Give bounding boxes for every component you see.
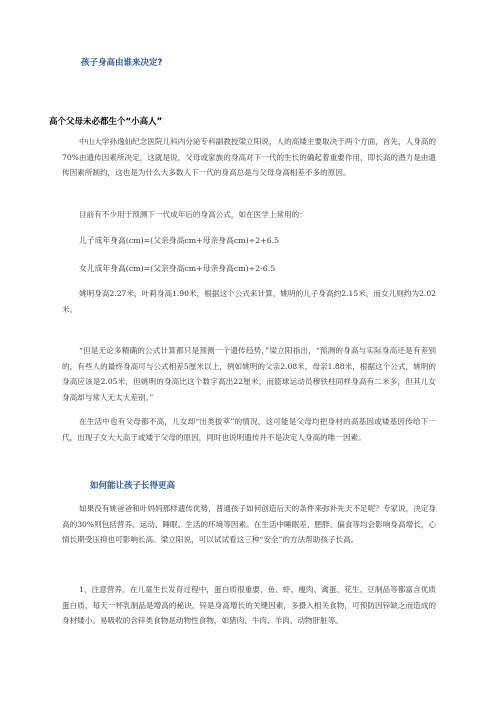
paragraph-nutrition-tip: 1、注意营养。在儿童生长发育过程中，蛋白质很重要，鱼、虾、瘦肉、禽蛋、花生、豆制品等都富含优质蛋白质，每天一杯乳制品是增高的秘诀。锌是身高增长的关键因素，多摄入相关食物，可预防因锌缺乏而造成的身材矮小。易吸收的含锌类食物是动物性食物，如猪肉、牛肉、羊肉、动物肝脏等。 [62, 585, 436, 625]
paragraph-yao-ming-example: 姚明身高2.27米，叶莉身高1.90米，根据这个公式来计算，姚明的儿子身高约2.15米，而女儿则约为2.02米。 [62, 289, 436, 314]
paragraph-prediction-quote: “但是无论多精确的公式计算都只是预测一个遗传趋势，”梁立阳指出，“预测的身高与实际身高还是有差别的，有些人的最终身高可与公式相差5厘米以上，例如姚明的父亲2.08米，母亲1.88米，根据这个公式，姚明的身高应该是2.05米，但姚明的身高比这个数字高出22厘米，而篮球运动员穆铁柱同样身高有二米多，但其儿女身高却与常人无太大差别。” [62, 346, 436, 402]
formula-son-height: 儿子成年身高(cm)=(父亲身高cm+母亲身高cm)÷2+6.5 [79, 236, 280, 245]
paragraph-formula-intro: 目前有不少用于预测下一代成年后的身高公式，如在医学上常用的： [79, 210, 307, 219]
document-title: 孩子身高由谁来决定? [81, 58, 163, 68]
formula-daughter-height: 女儿成年身高(cm)=(父亲身高cm+母亲身高cm)÷2-6.5 [79, 264, 276, 273]
paragraph-environment-factors: 如果没有姚爸爸和叶妈妈那样遗传优势，普通孩子如何创造后天的条件来弥补先天不足呢？专家说，决定身高的30%则包括营养、运动、睡眠、生活的环境等因素。在生活中睡眠差、肥胖、偏食等均会影响身高增长，心情长期受压抑也可影响长高。梁立阳说，可以试试看这三种“安全”的方法帮助孩子长高。 [62, 504, 436, 544]
paragraph-short-parents: 在生活中也有父母都不高，儿女却“出类拔萃”的情况，这可能是父母均把身材的高基因或矮基因传给下一代，出现子女大大高于或矮于父母的原因，同时也说明遗传并不是决定人身高的唯一因素。 [62, 417, 436, 442]
section-heading-grow-taller: 如何能让孩子长得更高 [90, 481, 176, 491]
paragraph-genetics: 中山大学孙逸仙纪念医院儿科内分泌专科副教授梁立阳说，人的高矮主要取决于两个方面，首先，人身高的70%由遗传因素所决定，这就是说，父母或家族的身高对下一代的生长的确起着重要作用，即长高的潜力是由遗传因素所制约，这也是为什么大多数人下一代的身高总是与父母身高相差不多的原因。 [62, 137, 436, 177]
section-heading-tall-parents: 高个父母未必都生个“小高人” [49, 117, 163, 127]
